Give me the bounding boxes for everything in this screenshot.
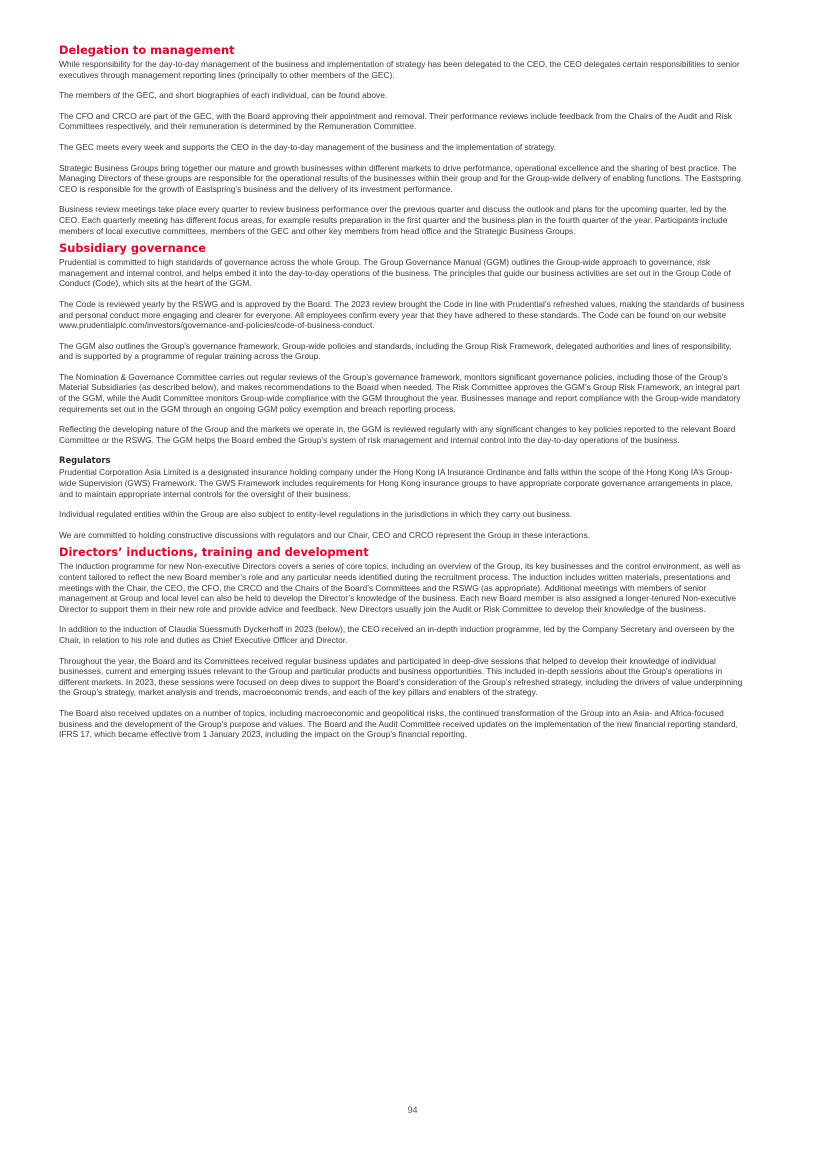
section-heading: Delegation to management <box>59 43 235 57</box>
page-number: 94 <box>407 1105 418 1115</box>
subsection-heading: Regulators <box>59 455 111 466</box>
paragraph: Throughout the year, the Board and its Committees received regular business updates and participated in deep-dive sessions that helped to develop their knowledge of individual businesses, current and emerging issues relevant to the Group and particular products and business opportunities. This included in-depth sessions about the Group’s operations in different markets. In 2023, these sessions were focused on deep dives to support the Board’s consideration of the Group’s refreshed strategy, including the drivers of value underpinning the Group’s strategy, market analysis and trends, macroeconomic trends, and each of the key pillars and enablers of the strategy. <box>59 655 743 698</box>
section-heading: Subsidiary governance <box>59 241 207 256</box>
paragraph: Business review meetings take place every quarter to review business performance over the previous quarter and discuss the outlook and plans for the upcoming quarter, led by the CEO. Each quarterly meeting has different focus areas, for example results preparation in the first quarter and the business plan in the fourth quarter of the year. Participants include members of local executive committees, members of the GEC and other key members from head office and the Strategic Business Groups. <box>59 204 728 236</box>
section-directors-inductions <box>59 546 745 739</box>
paragraph: Prudential is committed to high standards of governance across the whole Group. The Group Governance Manual (GGM) outlines the Group-wide approach to governance, risk management and internal control, and helps embed it into the day-to-day operations of the business. The principles that guide our business activities are set out in the Group Code of Conduct (Code), which sits at the heart of the GGM. <box>59 257 731 289</box>
paragraph: The members of the GEC, and short biographies of each individual, can be found above. <box>59 90 388 101</box>
document-page <box>59 44 745 750</box>
section-delegation-to-management <box>59 44 745 236</box>
section-subsidiary-governance <box>59 242 745 445</box>
paragraph: We are committed to holding constructive discussions with regulators and our Chair, CEO and CRCO represent the Group in these interactions. <box>59 529 590 540</box>
paragraph: The Code is reviewed yearly by the RSWG and is approved by the Board. The 2023 review brought the Code in line with Prudential’s refreshed values, making the standards of business and personal conduct more engaging and clearer for everyone. All employees confirm every year that they have adhered to these standards. The Code can be found on our website www.prudentialplc.com/investors/governance-and-policies/code-of-business-conduct. <box>59 298 745 331</box>
subsection-regulators <box>59 455 745 540</box>
paragraph: Reflecting the developing nature of the Group and the markets we operate in, the GGM is reviewed regularly with any significant changes to key policies reported to the relevant Board Committee or the RSWG. The GGM helps the Board embed the Group’s system of risk management and internal control into the day-to-day operations of the business. <box>59 424 736 445</box>
paragraph: Strategic Business Groups bring together our mature and growth businesses within different markets to drive performance, operational excellence and the sharing of best practice. The Managing Directors of these groups are responsible for the operational results of the businesses within their group and for the Group-wide delivery of enabling functions. The Eastspring CEO is responsible for the growth of Eastspring’s business and the delivery of its investment performance. <box>59 162 741 194</box>
paragraph: Prudential Corporation Asia Limited is a designated insurance holding company under the Hong Kong IA Insurance Ordinance and falls within the scope of the Hong Kong IA’s Group-wide Supervision (GWS) Framework. The GWS Framework includes requirements for Hong Kong insurance groups to have appropriate corporate governance arrangements in place, and to maintain appropriate internal controls for the oversight of their business. <box>59 467 733 499</box>
paragraph: While responsibility for the day-to-day management of the business and implementation of strategy has been delegated to the CEO, the CEO delegates certain responsibilities to senior executives through management reporting lines (principally to other members of the GEC). <box>59 59 740 80</box>
paragraph: The Board also received updates on a number of topics, including macroeconomic and geopolitical risks, the continued transformation of the Group into an Asia- and Africa-focused business and the development of the Group’s purpose and values. The Board and the Audit Committee received updates on the implementation of the new financial reporting standard, IFRS 17, which became effective from 1 January 2023, including the impact on the Group’s financial reporting. <box>59 707 738 740</box>
paragraph: The GGM also outlines the Group’s governance framework, Group-wide policies and standards, including the Group Risk Framework, delegated authorities and lines of responsibility, and is supported by a programme of regular training across the Group. <box>59 340 732 362</box>
paragraph: The Nomination & Governance Committee carries out regular reviews of the Group’s governance framework, monitors significant governance policies, including those of the Group’s Material Subsidiaries (as described below), and makes recommendations to the Board when needed. The Risk Committee approves the GGM’s Group Risk Framework, an integral part of the GGM, while the Audit Committee monitors Group-wide compliance with the GGM throughout the year. Businesses manage and report compliance with the Group-wide mandatory requirements set out in the GGM through an ongoing GGM policy exemption and breach reporting process. <box>59 371 741 414</box>
paragraph: Individual regulated entities within the Group are also subject to entity-level regulations in the jurisdictions in which they carry out business. <box>59 509 573 520</box>
paragraph: The GEC meets every week and supports the CEO in the day-to-day management of the business and the implementation of strategy. <box>59 141 557 152</box>
paragraph: In addition to the induction of Claudia Suessmuth Dyckerhoff in 2023 (below), the CEO received an in-depth induction programme, led by the Company Secretary and overseen by the Chair, in relation to his role and duties as Chief Executive Officer and Director. <box>59 624 735 645</box>
paragraph: The CFO and CRCO are part of the GEC, with the Board approving their appointment and removal. Their performance reviews include feedback from the Chairs of the Audit and Risk Committees respectively, and their remuneration is determined by the Remuneration Committee. <box>59 110 732 132</box>
paragraph: The induction programme for new Non-executive Directors covers a series of core topics, including an overview of the Group, its key businesses and the control environment, as well as content tailored to reflect the new Board member’s role and any particular needs identified during the recruitment process. The induction includes written materials, presentations and meetings with the Chair, the CEO, the CFO, the CRCO and the Chairs of the Board’s Committees and the RSWG (as appropriate). Additional meetings with members of senior management at Group and local level can also be held to develop the Director’s knowledge of the business. Each new Board member is also assigned a longer-tenured Non-executive Director to support them in their new role and provide advice and feedback. New Directors usually join the Audit or Risk Committee to develop their knowledge of the business. <box>59 561 741 614</box>
section-heading: Directors’ inductions, training and development <box>59 545 369 560</box>
